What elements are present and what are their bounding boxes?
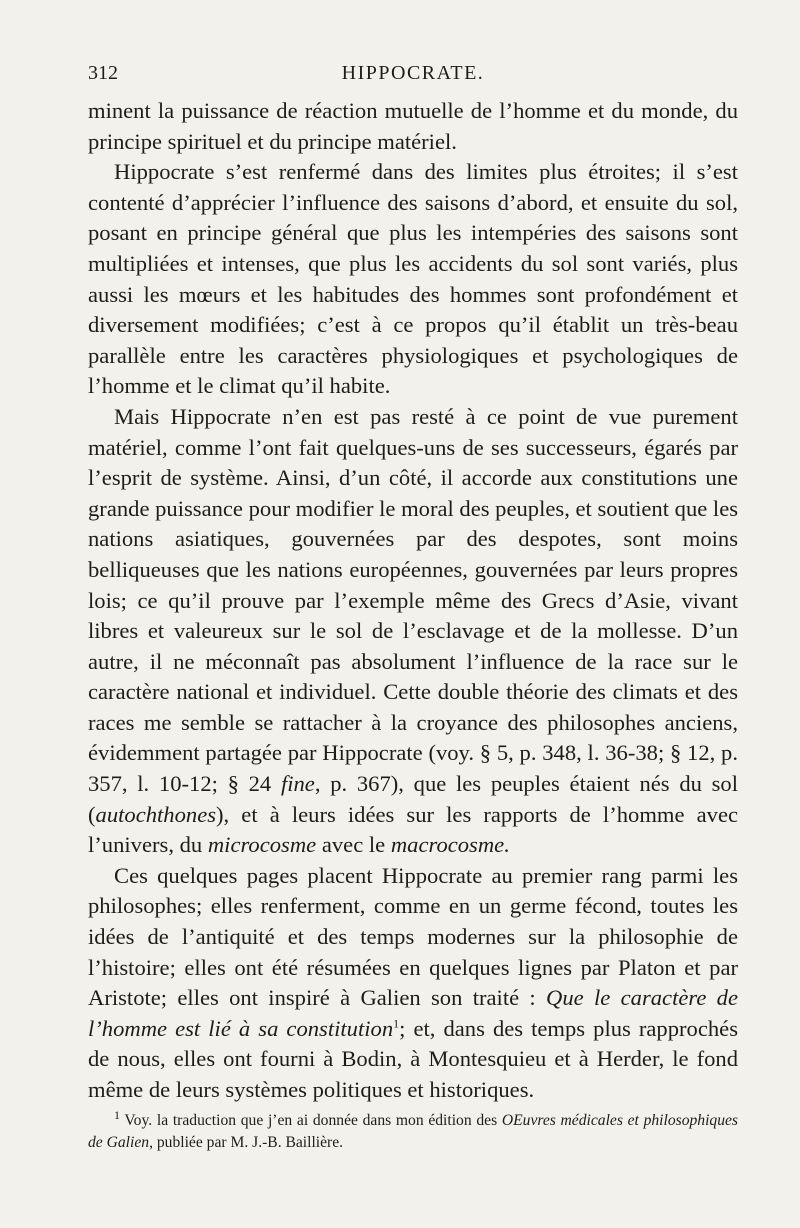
italic-text: fine xyxy=(280,771,315,797)
text-run: ; et, dans des temps plus rapprochés de nous, elles ont fourni à Bodin, à Montesquieu et à Herder, le fond même de leurs systèmes politiques et historiques. xyxy=(88,1015,738,1102)
text-run: ), et à leurs idées sur les rapports de l’homme avec l’univers, du xyxy=(88,801,738,858)
paragraph xyxy=(88,157,738,402)
italic-text: Que le caractère de l’homme est lié à sa constitution xyxy=(88,985,739,1041)
running-head xyxy=(88,62,738,92)
body-text xyxy=(88,96,738,1106)
text-run: Hippocrate s’est renfermé dans des limites plus étroites; il s’est contenté d’apprécier l’influence des saisons d’abord, et ensuite du sol, posant en principe général que plus les intempéries des saisons sont multipliées et intenses, que plus les accidents du sol sont variés, plus aussi les mœurs et les habitudes des hommes sont profondément et diversement modifiées; c’est à ce propos qu’il établit un très-beau parallèle entre les caractères physiologiques et psychologiques de l’homme et le climat qu’il habite. xyxy=(88,159,738,399)
italic-text: autochthones xyxy=(95,801,217,827)
text-run: avec le xyxy=(316,832,391,858)
text-run: , p. 367), que les peuples étaient nés du sol ( xyxy=(88,771,738,827)
running-title: HIPPOCRATE. xyxy=(341,62,485,84)
footnote-marker: 1 xyxy=(393,1016,400,1031)
text-run: , publiée par M. J.-B. Baillière. xyxy=(149,1134,344,1151)
italic-text: OEuvres médicales et philosophiques de Galien xyxy=(88,1112,739,1151)
footnote-marker: 1 xyxy=(114,1107,120,1122)
page-number: 312 xyxy=(88,62,118,84)
footnote-text xyxy=(88,1107,739,1154)
text-run: Voy. la traduction que j’en ai donnée dans mon édition des xyxy=(120,1112,502,1129)
footnote xyxy=(88,1107,739,1154)
text-run: Mais Hippocrate n’en est pas resté à ce point de vue purement matériel, comme l’ont fait quelques-uns de ses successeurs, égarés par l’esprit de système. Ainsi, d’un côté, il accorde aux constitutions une grande puissance pour modifier le moral des peuples, et soutient que les nations asiatiques, gouvernées par des despotes, sont moins belliqueuses que les nations européennes, gouvernées par leurs propres lois; ce qu’il prouve par l’exemple même des Grecs d’Asie, vivant libres et valeureux sur le sol de l’esclavage et de la mollesse. D’un autre, il ne méconnaît pas absolument l’influence de la race sur le caractère national et individuel. Cette double théorie des climats et des races me semble se rattacher à la croyance des philosophes anciens, évidemment partagée par Hippocrate (voy. § 5, p. 348, l. 36-38; § 12, p. 357, l. 10-12; § 24 xyxy=(88,403,739,797)
text-run: Ces quelques pages placent Hippocrate au premier rang parmi les philosophes; elles renferment, comme en un germe fécond, toutes les idées de l’antiquité et des temps modernes sur la philosophie de l’histoire; elles ont été résumées en quelques lignes par Platon et par Aristote; elles ont inspiré à Galien son traité : xyxy=(88,862,738,1011)
italic-text: microcosme xyxy=(207,832,317,858)
italic-text: macrocosme. xyxy=(390,832,510,858)
paragraph xyxy=(88,96,738,157)
paragraph xyxy=(88,402,738,861)
text-run: minent la puissance de réaction mutuelle de l’homme et du monde, du principe spirituel et du principe matériel. xyxy=(88,98,738,154)
paragraph xyxy=(88,861,738,1106)
